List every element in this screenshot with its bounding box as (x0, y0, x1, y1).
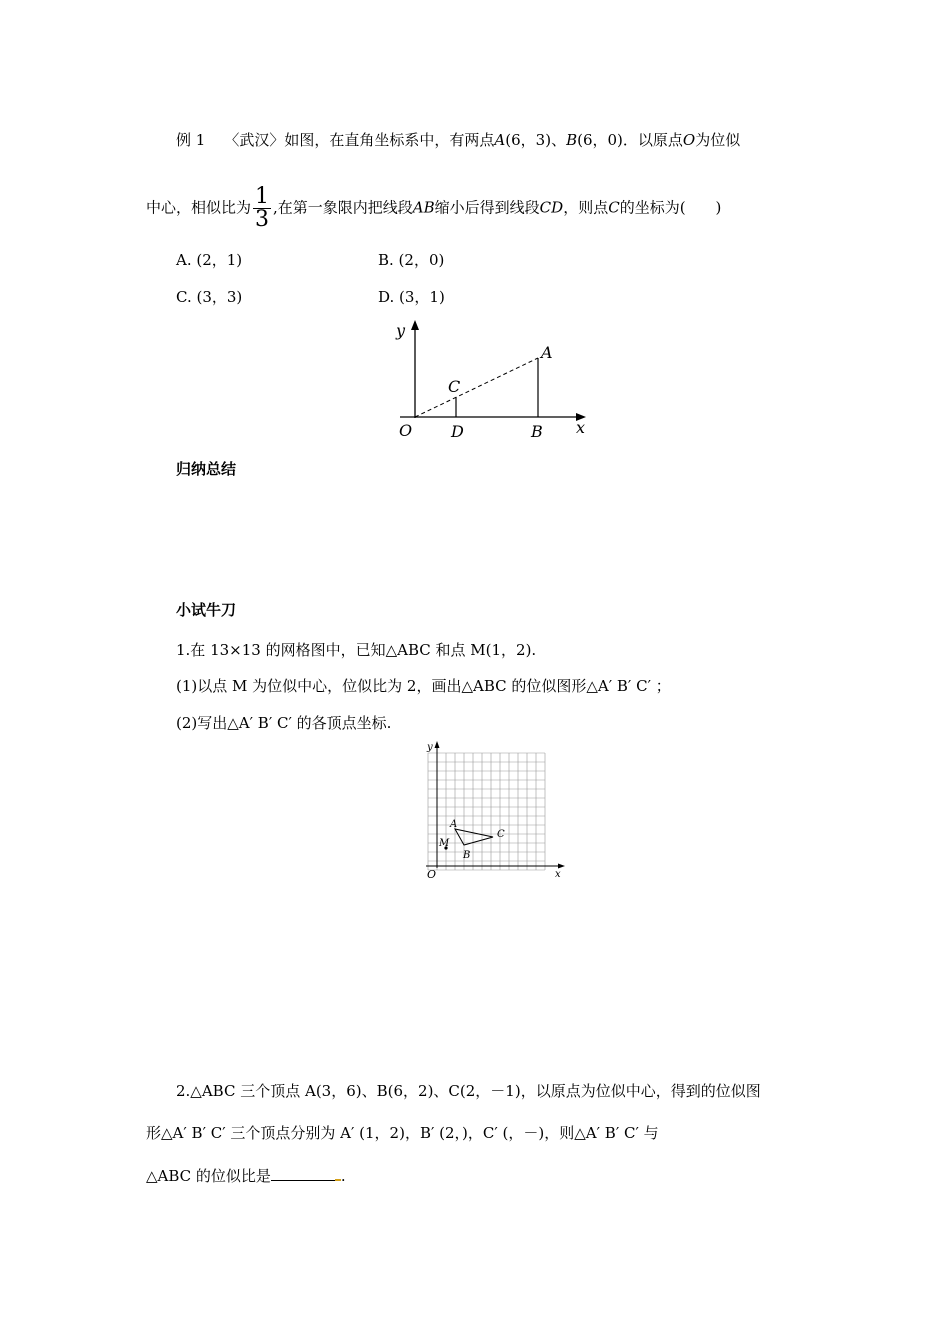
y-label: y (427, 742, 433, 753)
y-arrow (411, 320, 419, 330)
example-text: 为位似 (695, 131, 741, 149)
point-o-label: O (682, 131, 696, 149)
label-c: C (497, 829, 505, 840)
dashed-oa (415, 358, 538, 417)
origin-label: O (399, 421, 413, 440)
figure-2 (420, 740, 570, 885)
example-text: ．以原点 (622, 131, 683, 149)
q2-period: . (340, 1167, 346, 1185)
segment-cd: CD (539, 198, 564, 217)
separator: 、 (551, 131, 567, 149)
q2-line-2: 形△A′ B′ C′ 三个顶点分别为 A′ (1，2)，B′ (2，)，C′ (，－)，则△A′ B′ C′ 与 (146, 1124, 659, 1142)
figure-1 (390, 318, 600, 446)
summary-title: 归纳总结 (176, 460, 237, 478)
fraction-numerator: 1 (255, 184, 270, 209)
origin-label: O (427, 868, 437, 881)
point-b-label: B (566, 131, 578, 149)
example-text: 中心，相似比为 (146, 198, 252, 217)
y-arrow (435, 741, 440, 748)
example-text: ,在第一象限内把线段 (273, 198, 413, 217)
q2-line-1: 2.△ABC 三个顶点 A(3，6)、B(6，2)、C(2，－1)，以原点为位似中心，得到的位似图 (176, 1082, 761, 1100)
label-b: B (463, 850, 471, 861)
q1-line-3: (2)写出△A′ B′ C′ 的各顶点坐标. (176, 714, 392, 732)
point-a-label: A (494, 131, 506, 149)
q2-line-3 (146, 1165, 346, 1186)
example-label: 例 1 (176, 131, 206, 149)
triangle-abc (455, 829, 493, 845)
q2-text: △ABC 的位似比是 (146, 1167, 271, 1185)
option-c: C. (3，3) (176, 288, 243, 306)
label-a: A (541, 343, 553, 362)
label-c: C (448, 377, 461, 396)
q1-line-2: (1)以点 M 为位似中心，位似比为 2，画出△ABC 的位似图形△A′ B′ C′ ； (176, 677, 671, 695)
example-text: ，则点 (563, 198, 609, 217)
segment-ab: AB (412, 198, 435, 217)
example-source: 〈武汉〉 (224, 131, 285, 149)
q1-line-1: 1.在 13×13 的网格图中，已知△ABC 和点 M(1，2). (176, 641, 537, 659)
point-c-label: C (608, 198, 620, 217)
x-label: x (576, 418, 586, 437)
x-label: x (555, 869, 561, 880)
option-b: B. (2，0) (378, 251, 445, 269)
option-a: A. (2，1) (176, 251, 243, 269)
coord-a: (6，3) (505, 131, 552, 149)
example-text: 缩小后得到线段 (434, 198, 540, 217)
label-m: M (439, 838, 450, 849)
example-line-2 (146, 186, 721, 231)
coord-b: (6，0) (577, 131, 623, 149)
label-b: B (531, 422, 543, 441)
x-arrow (558, 864, 565, 869)
fraction (253, 186, 271, 231)
answer-blank (271, 1166, 341, 1181)
y-label: y (396, 321, 406, 340)
example-text: 如图，在直角坐标系中，有两点 (284, 131, 495, 149)
label-d: D (451, 422, 464, 441)
example-line-1 (176, 129, 740, 150)
grid (428, 753, 545, 870)
label-a: A (450, 819, 458, 830)
option-d: D. (3，1) (378, 288, 445, 306)
fraction-denominator: 3 (255, 207, 270, 232)
example-text: 的坐标为( ) (619, 198, 722, 217)
practice-title: 小试牛刀 (176, 601, 237, 619)
